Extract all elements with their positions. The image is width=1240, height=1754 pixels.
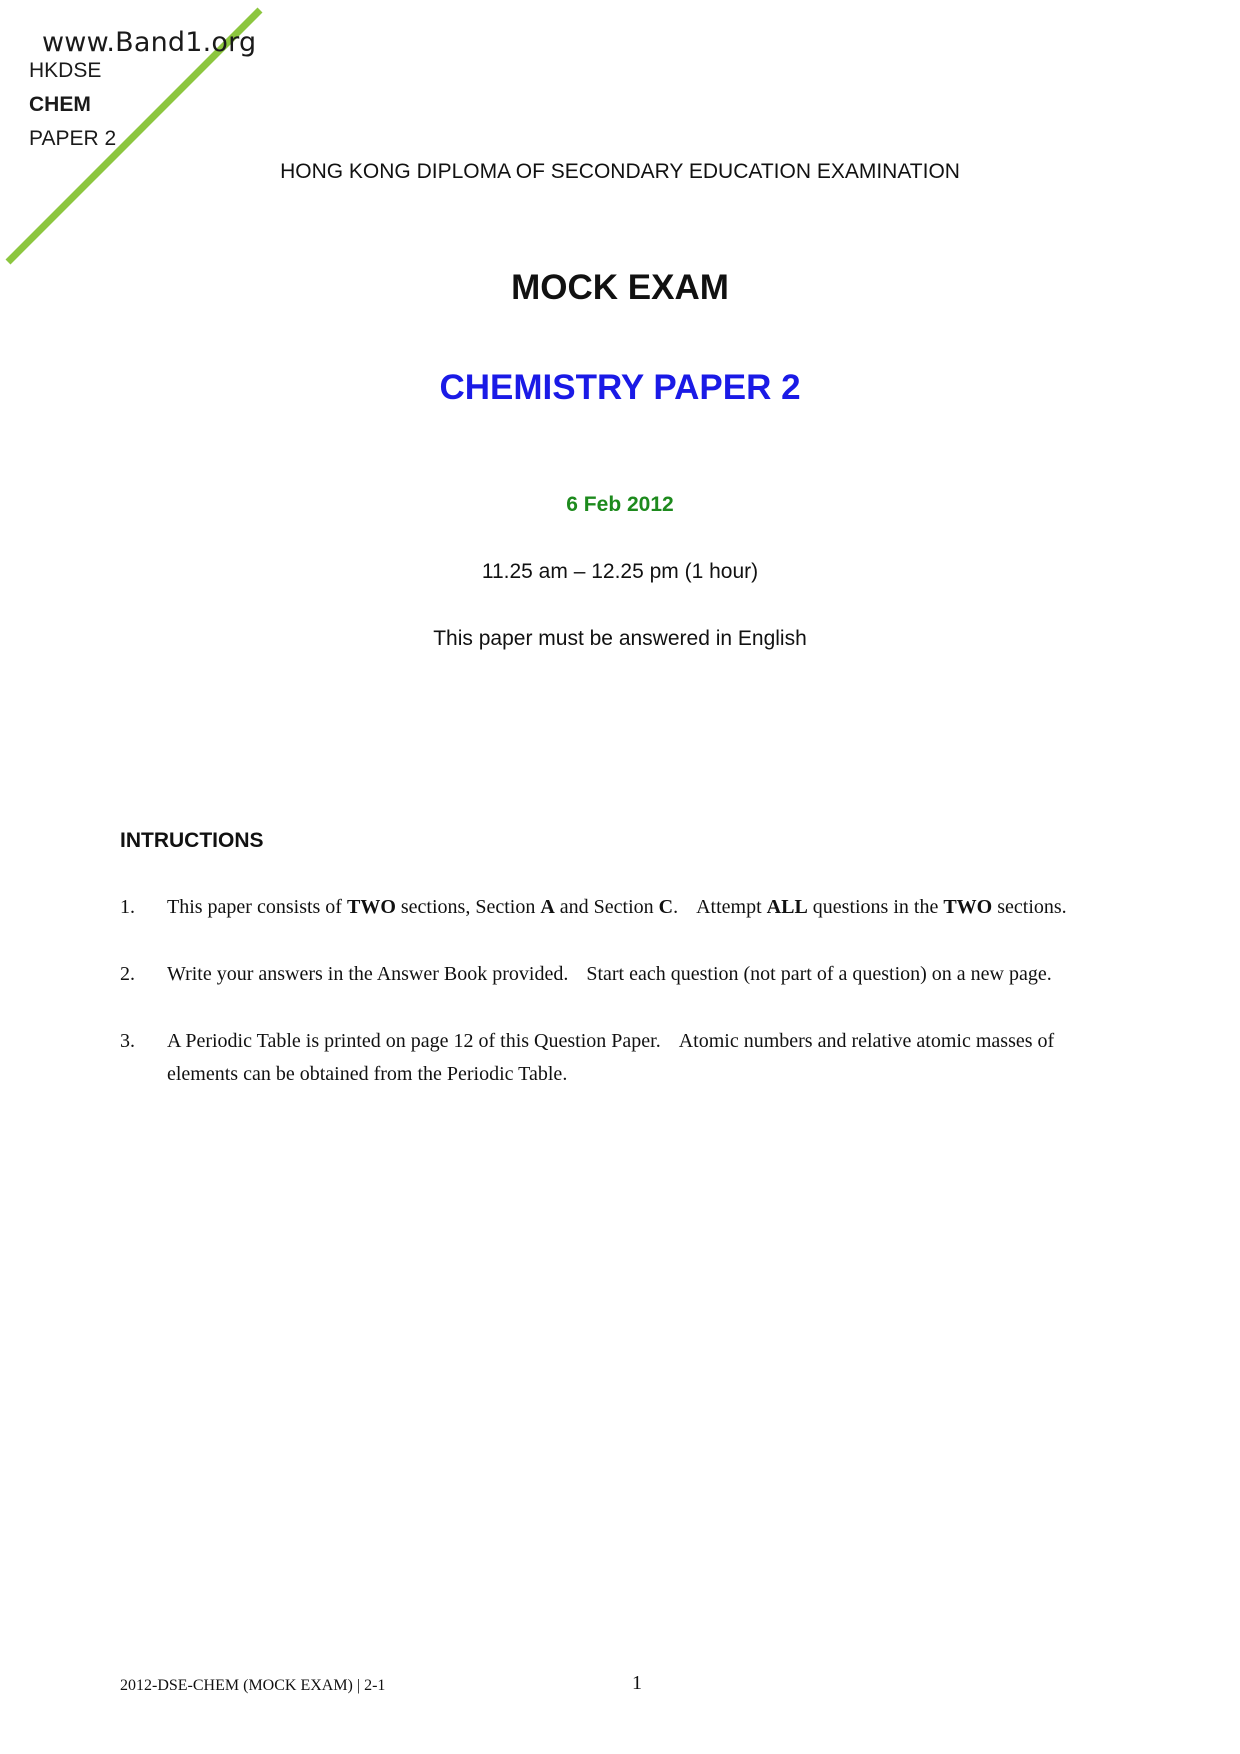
exam-title: HONG KONG DIPLOMA OF SECONDARY EDUCATION EXAMINATION bbox=[280, 160, 960, 183]
instruction-emphasis: TWO bbox=[346, 896, 396, 918]
footer-paper-code: 2012-DSE-CHEM (MOCK EXAM) | 2-1 bbox=[120, 1677, 386, 1694]
instruction-fragment: and Section bbox=[554, 896, 659, 918]
instruction-fragment: A Periodic Table is printed on page 12 of this Question Paper. bbox=[167, 1030, 661, 1052]
instruction-number: 2. bbox=[120, 963, 135, 985]
instruction-text bbox=[167, 891, 1130, 924]
corner-label-chem: CHEM bbox=[29, 93, 91, 116]
instruction-number: 1. bbox=[120, 896, 135, 918]
exam-time: 11.25 am – 12.25 pm (1 hour) bbox=[481, 560, 759, 583]
exam-date: 6 Feb 2012 bbox=[566, 493, 674, 516]
instruction-fragment: Start each question (not part of a question) on a new page. bbox=[586, 963, 1052, 985]
language-note: This paper must be answered in English bbox=[433, 627, 807, 650]
instruction-fragment: sections. bbox=[992, 896, 1067, 918]
instruction-text bbox=[167, 1025, 1130, 1091]
subject-title: CHEMISTRY PAPER 2 bbox=[439, 368, 801, 407]
corner-label-hkdse: HKDSE bbox=[29, 59, 102, 82]
instruction-fragment: Write your answers in the Answer Book provided. bbox=[167, 963, 569, 985]
instruction-item bbox=[120, 891, 1130, 924]
mock-exam-title: MOCK EXAM bbox=[511, 268, 729, 307]
instructions-heading: INTRUCTIONS bbox=[120, 829, 264, 852]
instruction-emphasis: A bbox=[540, 896, 555, 918]
page-number: 1 bbox=[632, 1672, 642, 1694]
instruction-fragment: sections, Section bbox=[395, 896, 541, 918]
instruction-emphasis: TWO bbox=[943, 896, 993, 918]
instruction-fragment: questions in the bbox=[807, 896, 944, 918]
instruction-text bbox=[167, 958, 1130, 991]
watermark-text: www.Band1.org bbox=[42, 27, 257, 58]
corner-label-paper: PAPER 2 bbox=[29, 127, 117, 150]
instruction-number: 3. bbox=[120, 1030, 135, 1052]
instruction-fragment: Attempt bbox=[696, 896, 767, 918]
instruction-fragment: Atomic numbers and relative atomic masses of elements can be obtained from the Periodic Table. bbox=[167, 1030, 1055, 1085]
instruction-fragment: . bbox=[673, 896, 679, 918]
instruction-item bbox=[120, 958, 1130, 991]
instruction-emphasis: C bbox=[658, 896, 674, 918]
instruction-item bbox=[120, 1025, 1130, 1091]
instruction-fragment: This paper consists of bbox=[167, 896, 347, 918]
instruction-emphasis: ALL bbox=[766, 896, 808, 918]
